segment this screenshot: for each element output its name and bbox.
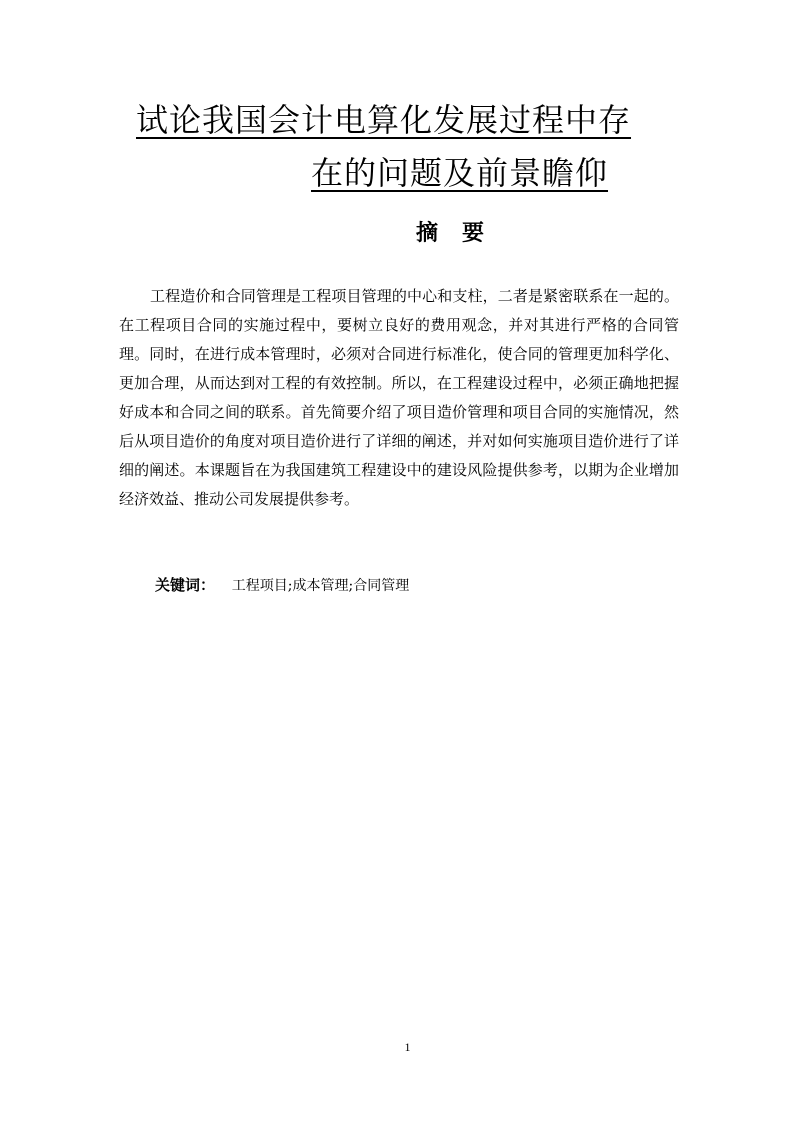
abstract-body: 工程造价和合同管理是工程项目管理的中心和支柱，二者是紧密联系在一起的。在工程项目合同的实施过程中，要树立良好的费用观念，并对其进行严格的合同管理。同时，在进行成本管理时，必须对合同进行标准化，使合同的管理更加科学化、更加合理，从而达到对工程的有效控制。所以，在工程建设过程中，必须正确地把握好成本和合同之间的联系。首先简要介绍了项目造价管理和项目合同的实施情况，然后从项目造价的角度对项目造价进行了详细的阐述，并对如何实施项目造价进行了详细的阐述。本课题旨在为我国建筑工程建设中的建设风险提供参考，以期为企业增加经济效益、推动公司发展提供参考。 [119,287,679,508]
document-title-line-1: 试论我国会计电算化发展过程中存 [136,101,632,139]
abstract-heading: 摘要 [416,221,509,246]
keywords-line [155,574,409,597]
keywords-value: 工程项目;成本管理;合同管理 [231,578,410,594]
page-number: 1 [404,1040,411,1054]
keywords-label: 关键词： [155,576,216,594]
document-title-line-2: 在的问题及前景瞻仰 [311,154,609,192]
